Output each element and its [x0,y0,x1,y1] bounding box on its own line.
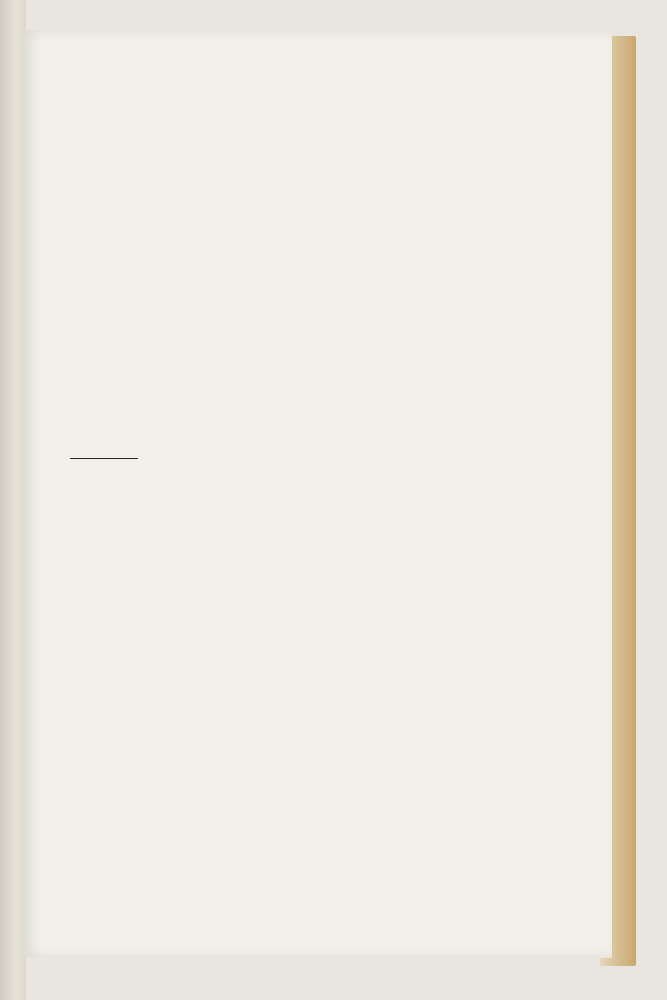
book-page [22,30,612,958]
separator-rule [70,458,138,459]
